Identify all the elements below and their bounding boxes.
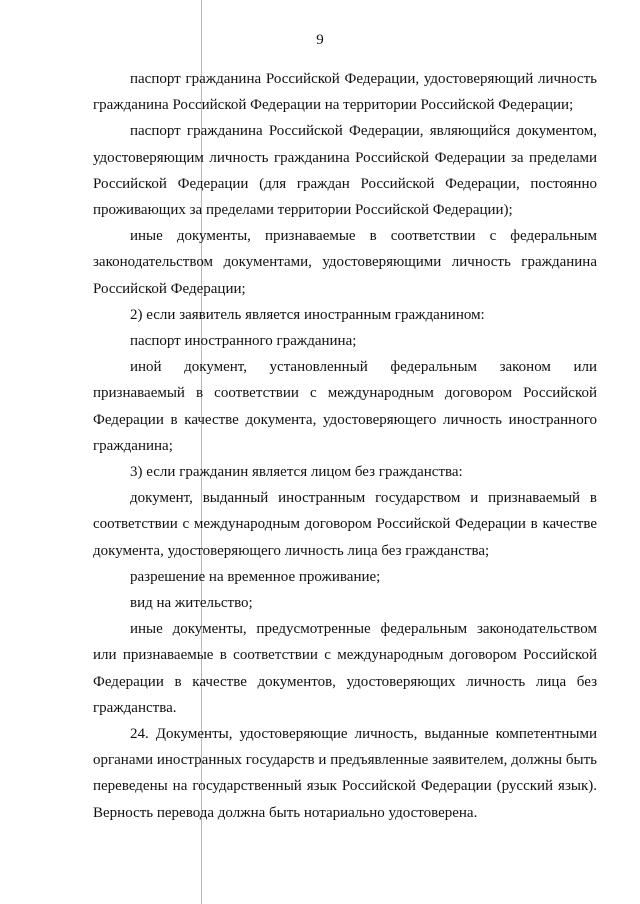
paragraph-passport-rf: паспорт гражданина Российской Федерации, удостоверяющий личность гражданина Российской Федерации на территории Российской Федерации; <box>93 71 597 114</box>
paragraph-other-document-foreign: иной документ, установленный федеральным законом или признаваемый в соответствии с международным договором Российской Федерации в качестве документа, удостоверяющего личность иностранного гражданина; <box>93 359 597 454</box>
paragraph-other-documents-rf: иные документы, признаваемые в соответствии с федеральным законодательством документами, удостоверяющими личность гражданина Российской Федерации; <box>93 228 597 297</box>
document-body <box>93 66 597 826</box>
paragraph-other-documents-stateless: иные документы, предусмотренные федеральным законодательством или признаваемые в соответствии с международным договором Российской Федерации в качестве документов, удостоверяющих личность лица без гражданства. <box>93 621 597 716</box>
paragraph-residence-permit: вид на жительство; <box>130 595 253 612</box>
paragraph-foreign-passport: паспорт иностранного гражданина; <box>130 333 357 350</box>
paragraph-stateless-heading: 3) если гражданин является лицом без гражданства: <box>130 464 463 481</box>
page-number: 9 <box>316 32 324 48</box>
paragraph-foreign-citizen-heading: 2) если заявитель является иностранным гражданином: <box>130 306 485 323</box>
paragraph-stateless-document: документ, выданный иностранным государством и признаваемый в соответствии с международным договором Российской Федерации в качестве документа, удостоверяющего личность лица без гражданства; <box>93 490 597 559</box>
paragraph-temporary-residence: разрешение на временное проживание; <box>130 568 381 585</box>
paragraph-item-24: 24. Документы, удостоверяющие личность, выданные компетентными органами иностранных государств и предъявленные заявителем, должны быть переведены на государственный язык Российской Федерации (русский язык). Верность перевода должна быть нотариально удостоверена. <box>93 726 597 821</box>
paragraph-foreign-passport-rf: паспорт гражданина Российской Федерации, являющийся документом, удостоверяющим личность гражданина Российской Федерации за пределами Российской Федерации (для граждан Российской Федерации, постоянно проживающих за пределами территории Российской Федерации); <box>93 123 597 219</box>
